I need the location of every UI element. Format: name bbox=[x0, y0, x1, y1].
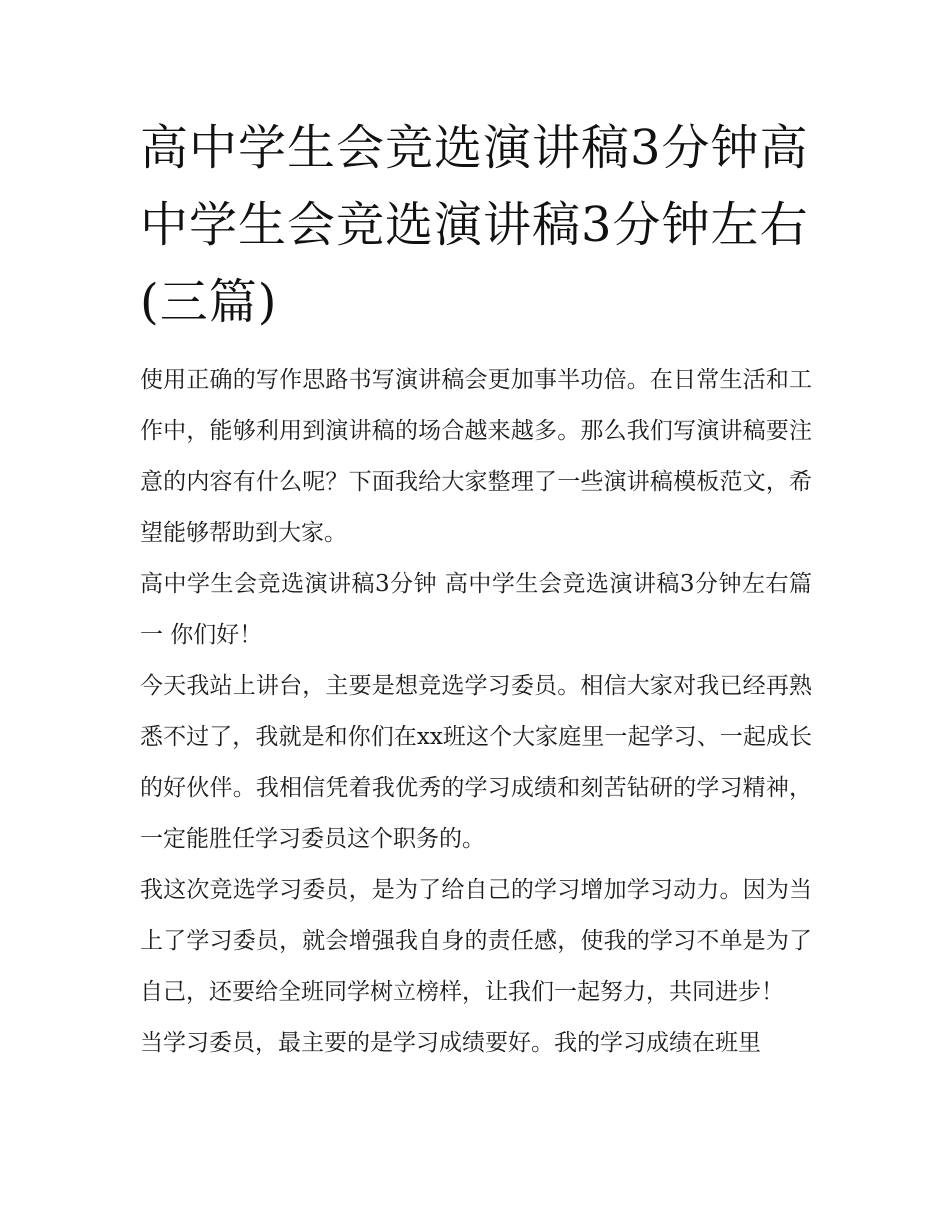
document-title: 高中学生会竞选演讲稿3分钟高中学生会竞选演讲稿3分钟左右(三篇) bbox=[140, 120, 809, 330]
document-body bbox=[140, 355, 812, 1069]
section-heading-paragraph: 高中学生会竞选演讲稿3分钟 高中学生会竞选演讲稿3分钟左右篇一 你们好！ bbox=[140, 571, 812, 648]
intro-paragraph: 使用正确的写作思路书写演讲稿会更加事半功倍。在日常生活和工作中，能够利用到演讲稿的场合越来越多。那么我们写演讲稿要注意的内容有什么呢？下面我给大家整理了一些演讲稿模板范文，希望能够帮助到大家。 bbox=[140, 367, 812, 546]
body-paragraph: 我这次竞选学习委员，是为了给自己的学习增加学习动力。因为当上了学习委员，就会增强我自身的责任感，使我的学习不单是为了自己，还要给全班同学树立榜样，让我们一起努力，共同进步！ bbox=[140, 877, 812, 1005]
body-paragraph: 当学习委员，最主要的是学习成绩要好。我的学习成绩在班里 bbox=[140, 1030, 761, 1056]
body-paragraph: 今天我站上讲台，主要是想竞选学习委员。相信大家对我已经再熟悉不过了，我就是和你们在xx班这个大家庭里一起学习、一起成长的好伙伴。我相信凭着我优秀的学习成绩和刻苦钻研的学习精神，一定能胜任学习委员这个职务的。 bbox=[140, 673, 812, 852]
